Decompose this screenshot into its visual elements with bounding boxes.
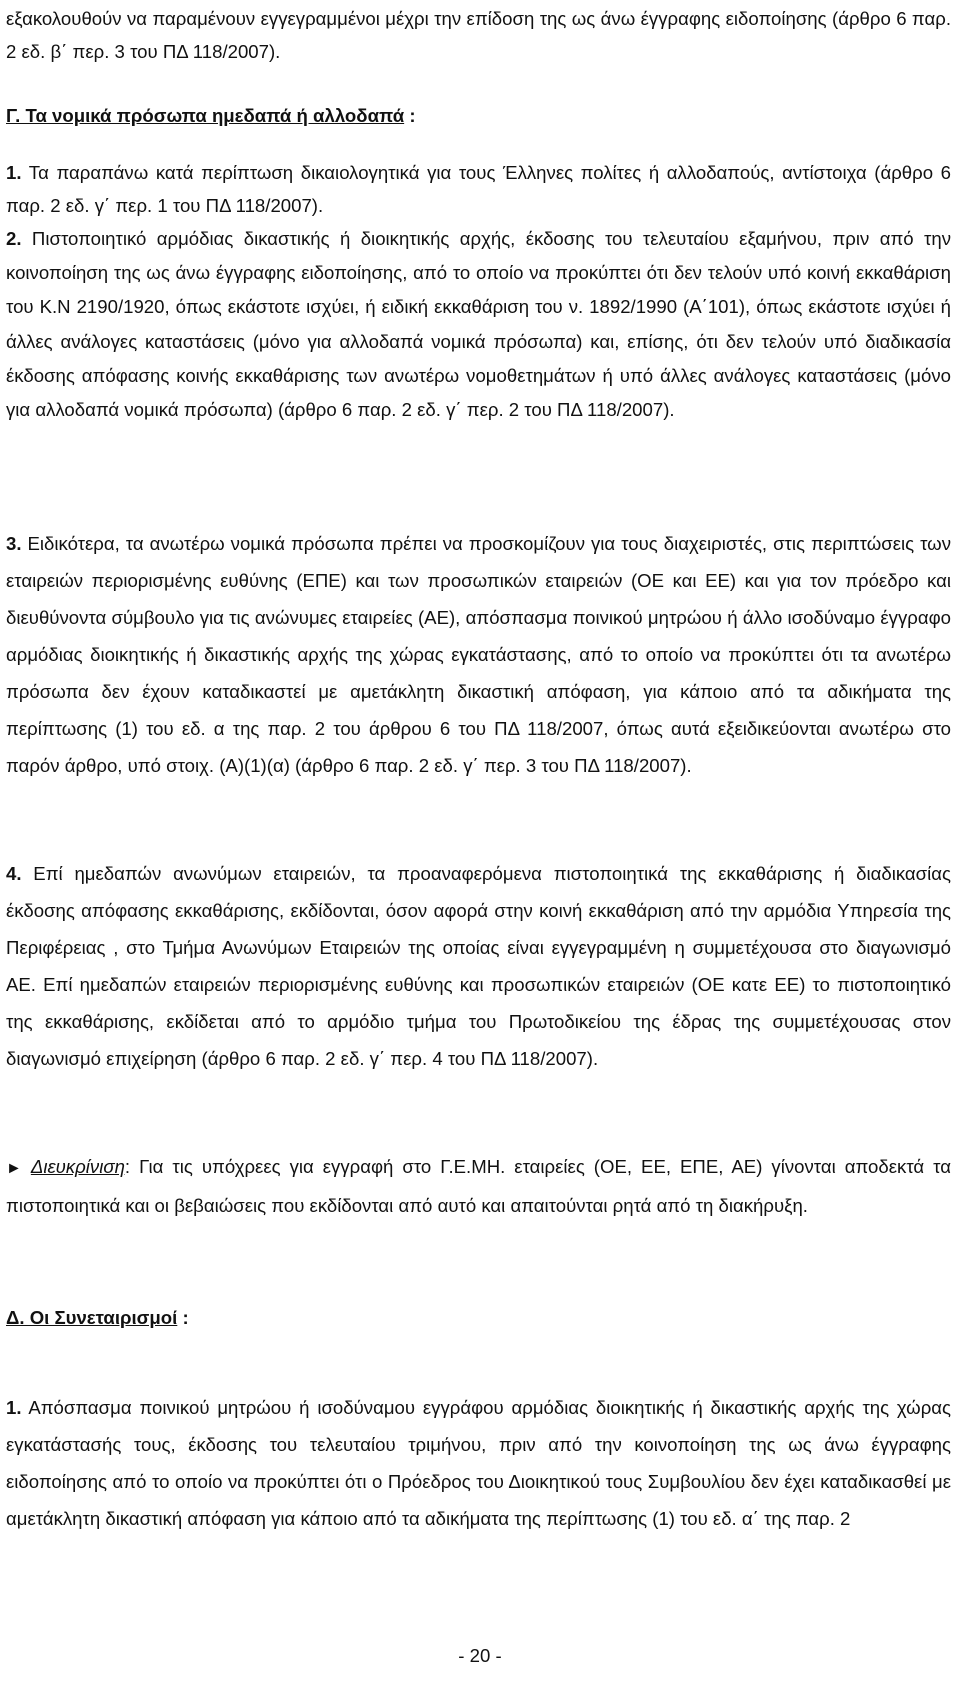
section-g-item-3-text: Ειδικότερα, τα ανωτέρω νομικά πρόσωπα πρέπει να προσκομίζουν για τους διαχειριστές, στις περιπτώσεις των εταιρειών περιορισμένης ευθύνης (ΕΠΕ) και των προσωπικών εταιρειών (ΟΕ και ΕΕ) και για τον πρόεδρο και διευθύνοντα σύμβουλο για τις ανώνυμες εταιρείες (ΑΕ), απόσπασμα ποινικού μητρώου ή άλλο ισοδύναμο έγγραφο αρμόδιας διοικητικής ή δικαστικής αρχής της χώρας εγκατάστασης, από το οποίο να προκύπτει ότι τα ανωτέρω πρόσωπα δεν έχουν καταδικαστεί με αμετάκλητη δικαστική απόφαση, για κάποιο από τα αδικήματα της περίπτωσης (1) του εδ. α της παρ. 2 του άρθρου 6 του ΠΔ 118/2007, όπως αυτά εξειδικεύονται ανωτέρω στο παρόν άρθρο, υπό στοιχ. (Α)(1)(α) (άρθρο 6 παρ. 2 εδ. γ΄ περ. 3 του ΠΔ 118/2007). [6,533,951,776]
section-g-item-4-text: Επί ημεδαπών ανωνύμων εταιρειών, τα προαναφερόμενα πιστοποιητικά της εκκαθάρισης ή διαδικασίας έκδοσης απόφασης εκκαθάρισης, εκδίδονται, όσον αφορά στην κοινή εκκαθάριση από την αρμόδια Υπηρεσία της Περιφέρειας , στο Τμήμα Ανωνύμων Εταιρειών της οποίας είναι εγγεγραμμένη η συμμετέχουσα στο διαγωνισμό ΑΕ. Επί ημεδαπών εταιρειών περιορισμένης ευθύνης και προσωπικών εταιρειών (ΟΕ κατε ΕΕ) το πιστοποιητικό της εκκαθάρισης, εκδίδεται από το αρμόδιο τμήμα του Πρωτοδικείου της έδρας της συμμετέχουσας στον διαγωνισμό επιχείρηση (άρθρο 6 παρ. 2 εδ. γ΄ περ. 4 του ΠΔ 118/2007). [6,863,951,1069]
section-g-heading-suffix: : [404,105,416,126]
section-g-item-3-number: 3. [6,533,22,554]
intro-text: εξακολουθούν να παραμένουν εγγεγραμμένοι μέχρι την επίδοση της ως άνω έγγραφης ειδοποίησης (άρθρο 6 παρ. 2 εδ. β΄ περ. 3 του ΠΔ 118/2007). [6,8,951,62]
page-number: - 20 - [458,1645,502,1666]
section-g-heading [6,99,951,132]
section-g-item-2-number: 2. [6,228,22,249]
section-d-heading [6,1299,951,1336]
clarification-note [6,1148,951,1224]
section-g-item-1-text: Τα παραπάνω κατά περίπτωση δικαιολογητικά για τους Έλληνες πολίτες ή αλλοδαπούς, αντίστοιχα (άρθρο 6 παρ. 2 εδ. γ΄ περ. 1 του ΠΔ 118/2007). [6,162,951,216]
intro-paragraph [6,2,951,68]
section-g-item-4 [6,855,951,1077]
section-d-item-1-text: Απόσπασμα ποινικού μητρώου ή ισοδύναμου εγγράφου αρμόδιας διοικητικής ή δικαστικής αρχής της χώρας εγκατάστασής τους, έκδοσης του τελευταίου τριμήνου, πριν από την κοινοποίηση της ως άνω έγγραφης ειδοποίησης από το οποίο να προκύπτει ότι ο Πρόεδρος του Διοικητικού τους Συμβουλίου δεν έχει καταδικασθεί με αμετάκλητη δικαστική απόφαση για κάποιο από τα αδικήματα της περίπτωσης (1) του εδ. α΄ της παρ. 2 [6,1397,951,1529]
section-g-item-1-number: 1. [6,162,22,183]
section-g-item-1 [6,156,951,222]
section-g-item-2 [6,222,951,427]
clarification-text: : Για τις υπόχρεες για εγγραφή στο Γ.Ε.ΜΗ. εταιρείες (ΟΕ, ΕΕ, ΕΠΕ, ΑΕ) γίνονται αποδεκτά τα πιστοποιητικά και οι βεβαιώσεις που εκδίδονται από αυτό και απαιτούνται ρητά από τη διακήρυξη. [6,1156,951,1216]
section-d-heading-suffix: : [177,1307,189,1328]
section-g-heading-text: Γ. Τα νομικά πρόσωπα ημεδαπά ή αλλοδαπά [6,105,405,126]
section-g-item-4-number: 4. [6,863,22,884]
clarification-label: Διευκρίνιση [30,1156,125,1177]
arrow-right-icon: ► [6,1160,22,1177]
section-g-item-2-text: Πιστοποιητικό αρμόδιας δικαστικής ή διοικητικής αρχής, έκδοσης του τελευταίου εξαμήνου, πριν από την κοινοποίηση της ως άνω έγγραφης ειδοποίησης, από το οποίο να προκύπτει ότι δεν τελούν υπό κοινή εκκαθάριση του Κ.Ν 2190/1920, όπως εκάστοτε ισχύει, ή ειδική εκκαθάριση του ν. 1892/1990 (Α΄101), όπως εκάστοτε ισχύει ή άλλες ανάλογες καταστάσεις (μόνο για αλλοδαπά νομικά πρόσωπα) και, επίσης, ότι δεν τελούν υπό διαδικασία έκδοσης απόφασης κοινής εκκαθάρισης των ανωτέρω νομοθετημάτων ή υπό άλλες ανάλογες καταστάσεις (μόνο για αλλοδαπά νομικά πρόσωπα) (άρθρο 6 παρ. 2 εδ. γ΄ περ. 2 του ΠΔ 118/2007). [6,228,951,421]
section-d-item-1-number: 1. [6,1397,22,1418]
section-d-heading-text: Δ. Οι Συνεταιρισμοί [6,1307,178,1328]
section-d-item-1 [6,1389,951,1537]
section-g-item-3 [6,525,951,784]
